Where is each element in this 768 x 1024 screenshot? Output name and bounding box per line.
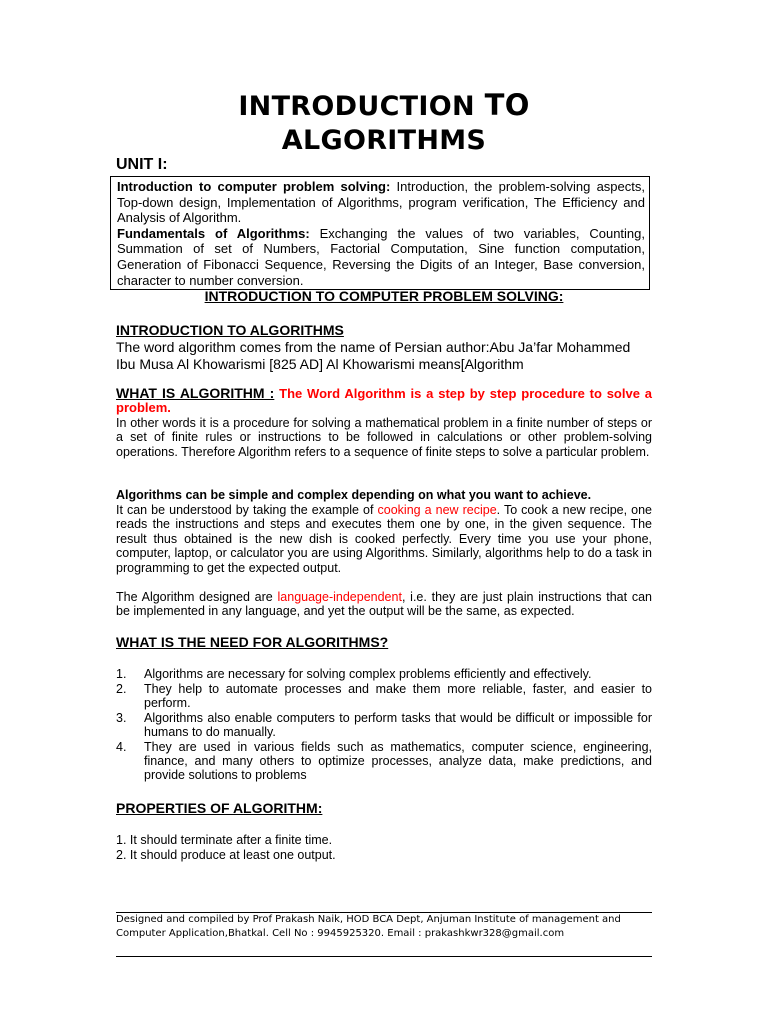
language-text (116, 590, 652, 619)
syllabus-intro-text: Introduction, the problem-solving aspects, Top-down design, Implementation of Algorithms, program verification, The Efficiency and Analysis of Algorithm. (117, 179, 645, 226)
title-line2: ALGORITHMS (281, 125, 487, 156)
footer-bottom-rule (116, 956, 652, 957)
syllabus-fundamentals-label: Fundamentals of Algorithms: (117, 225, 310, 241)
cooking-highlight: cooking a new recipe (377, 503, 497, 517)
need-list (116, 668, 652, 784)
what-is-definition: The Word Algorithm is a step by step procedure to solve a problem. (116, 386, 652, 416)
unit-heading: UNIT I: (116, 156, 168, 173)
need-heading: WHAT IS THE NEED FOR ALGORITHMS? (116, 634, 389, 650)
title-part1: INTRODUCTION (238, 91, 475, 122)
simple-complex-before: It can be understood by taking the example of (116, 503, 378, 517)
language-before: The Algorithm designed are (116, 590, 278, 604)
title-part2: TO (484, 88, 530, 122)
simple-complex-text (116, 503, 652, 575)
footer-text: Designed and compiled by Prof Prakash Naik, HOD BCA Dept, Anjuman Institute of management and Computer Application,Bhatkal. Cell No : 9945925320. Email : prakashkwr328@gmail.com (116, 914, 621, 939)
language-highlight: language-independent (277, 590, 402, 604)
list-item: 2. They help to automate processes and make them more reliable, faster, and easier to perform. (116, 682, 652, 711)
property-item-2: 2. It should produce at least one output. (116, 848, 336, 862)
language-after: , i.e. they are just plain instructions that can be implemented in any language, and yet the output will be the same, as expected. (116, 590, 652, 619)
what-is-block (116, 386, 652, 416)
page-title (116, 88, 652, 158)
list-item: 1. Algorithms are necessary for solving complex problems efficiently and effectively. (116, 667, 592, 681)
what-is-text: In other words it is a procedure for solving a mathematical problem in a finite number of steps or a set of finite rules or instructions to be followed in calculations or other problem-solving operations. Therefore Algorithm refers to a sequence of finite steps to solve a particular problem. (116, 416, 652, 459)
list-item: 4. They are used in various fields such as mathematics, computer science, engineering, finance, and many others to optimize processes, analyze data, make predictions, and provide solutions to problems (116, 740, 652, 783)
simple-complex-heading: Algorithms can be simple and complex depending on what you want to achieve. (116, 488, 592, 502)
properties-heading: PROPERTIES OF ALGORITHM: (116, 800, 323, 816)
intro-algorithms-text: The word algorithm comes from the name of Persian author:Abu Ja’far Mohammed Ibu Musa Al Khowarismi [825 AD] Al Khowarismi means[Algorithm (116, 339, 631, 372)
what-is-heading: WHAT IS ALGORITHM : (116, 385, 275, 401)
property-item-1: 1. It should terminate after a finite time. (116, 833, 333, 847)
simple-complex-after: . To cook a new recipe, one reads the instructions and steps and executes them one by one, in the given sequence. The result thus obtained is the new dish is cooked perfectly. Every time you use your phone, computer, laptop, or calculator you are using Algorithms. Similarly, algorithms help to do a task in programming to get the expected output. (116, 503, 652, 575)
syllabus-box (110, 176, 650, 290)
syllabus-intro-label: Introduction to computer problem solving: (117, 179, 391, 194)
intro-algorithms-heading: INTRODUCTION TO ALGORITHMS (116, 322, 344, 338)
section-heading: INTRODUCTION TO COMPUTER PROBLEM SOLVING: (204, 288, 564, 304)
list-item: 3. Algorithms also enable computers to perform tasks that would be difficult or impossible for humans to do manually. (116, 711, 652, 740)
syllabus-fundamentals-text: Exchanging the values of two variables, Counting, Summation of set of Numbers, Factorial Computation, Sine function computation, Generation of Fibonacci Sequence, Reversing the Digits of an Integer, Base conversion, character to number conversion. (117, 225, 646, 288)
